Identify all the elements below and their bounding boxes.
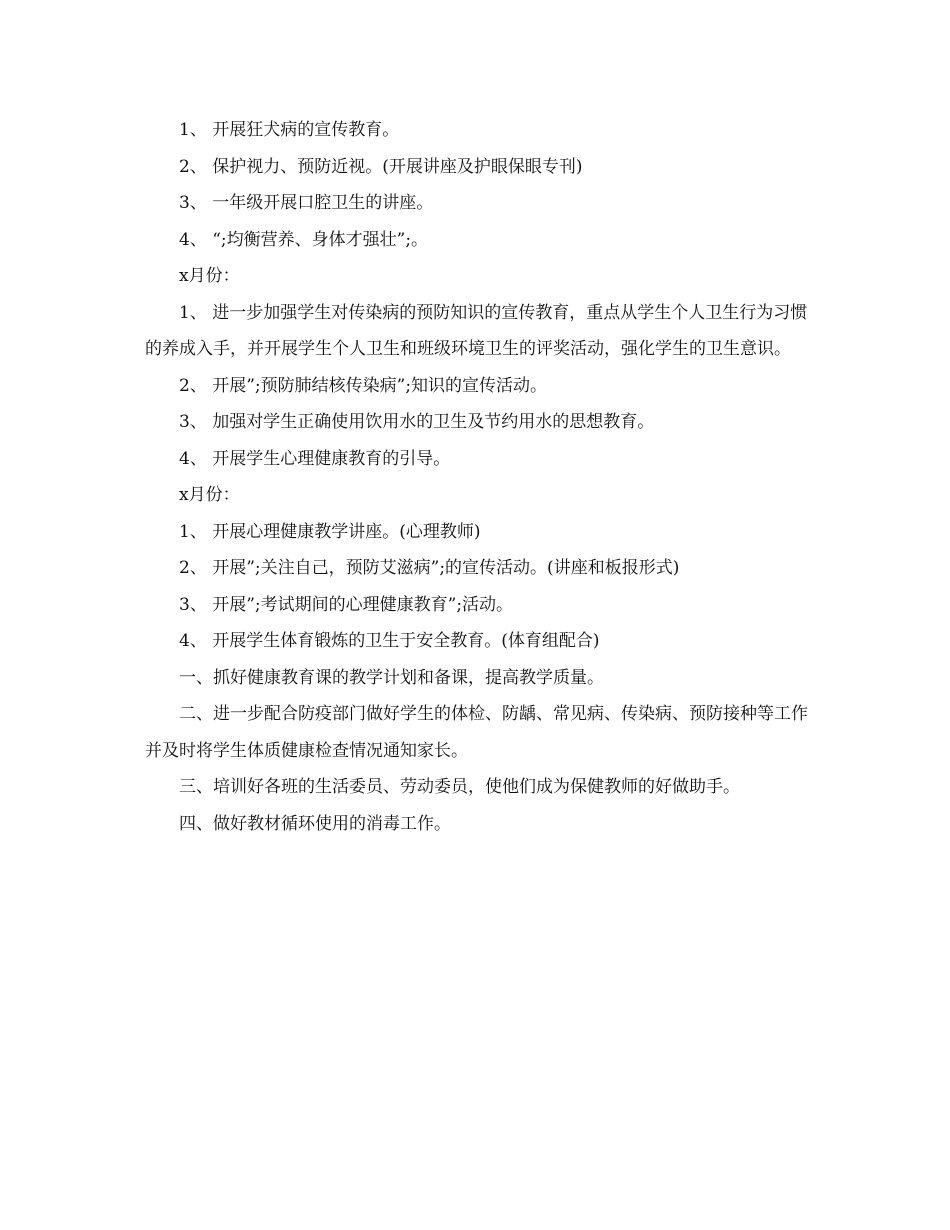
- paragraph-13: 一、抓好健康教育课的教学计划和备课，提高教学质量。: [179, 667, 604, 688]
- paragraph-6: 2、 开展”;预防肺结核传染病”;知识的宣传活动。: [179, 375, 548, 396]
- paragraph-12: 4、 开展学生体育锻炼的卫生于安全教育。(体育组配合): [179, 631, 600, 651]
- paragraph-4: 4、 “;均衡营养、身体才强壮”;。: [179, 229, 429, 250]
- paragraph-1: 1、 开展狂犬病的宣传教育。: [179, 120, 400, 140]
- month-heading-1: x月份：: [179, 266, 240, 286]
- paragraph-8: 4、 开展学生心理健康教育的引导。: [179, 448, 451, 469]
- paragraph-2: 2、 保护视力、预防近视。(开展讲座及护眼保眼专刊): [179, 156, 583, 177]
- paragraph-5: 1、 进一步加强学生对传染病的预防知识的宣传教育，重点从学生个人卫生行为习惯的养成入手，并开展学生个人卫生和班级环境卫生的评奖活动，强化学生的卫生意识。: [145, 302, 808, 359]
- paragraph-10: 2、 开展”;关注自己，预防艾滋病”;的宣传活动。(讲座和板报形式): [179, 558, 680, 578]
- paragraph-7: 3、 加强对学生正确使用饮用水的卫生及节约用水的思想教育。: [179, 412, 655, 432]
- paragraph-3: 3、 一年级开展口腔卫生的讲座。: [179, 193, 434, 213]
- document-body: [145, 112, 810, 842]
- paragraph-9: 1、 开展心理健康教学讲座。(心理教师): [179, 521, 481, 542]
- paragraph-14: 二、进一步配合防疫部门做好学生的体检、防龋、常见病、传染病、预防接种等工作并及时将学生体质健康检查情况通知家长。: [145, 704, 808, 761]
- paragraph-16: 四、做好教材循环使用的消毒工作。: [179, 813, 451, 834]
- month-heading-2: x月份：: [179, 485, 240, 505]
- paragraph-11: 3、 开展”;考试期间的心理健康教育”;活动。: [179, 594, 514, 615]
- paragraph-15: 三、培训好各班的生活委员、劳动委员，使他们成为保健教师的好做助手。: [179, 777, 740, 797]
